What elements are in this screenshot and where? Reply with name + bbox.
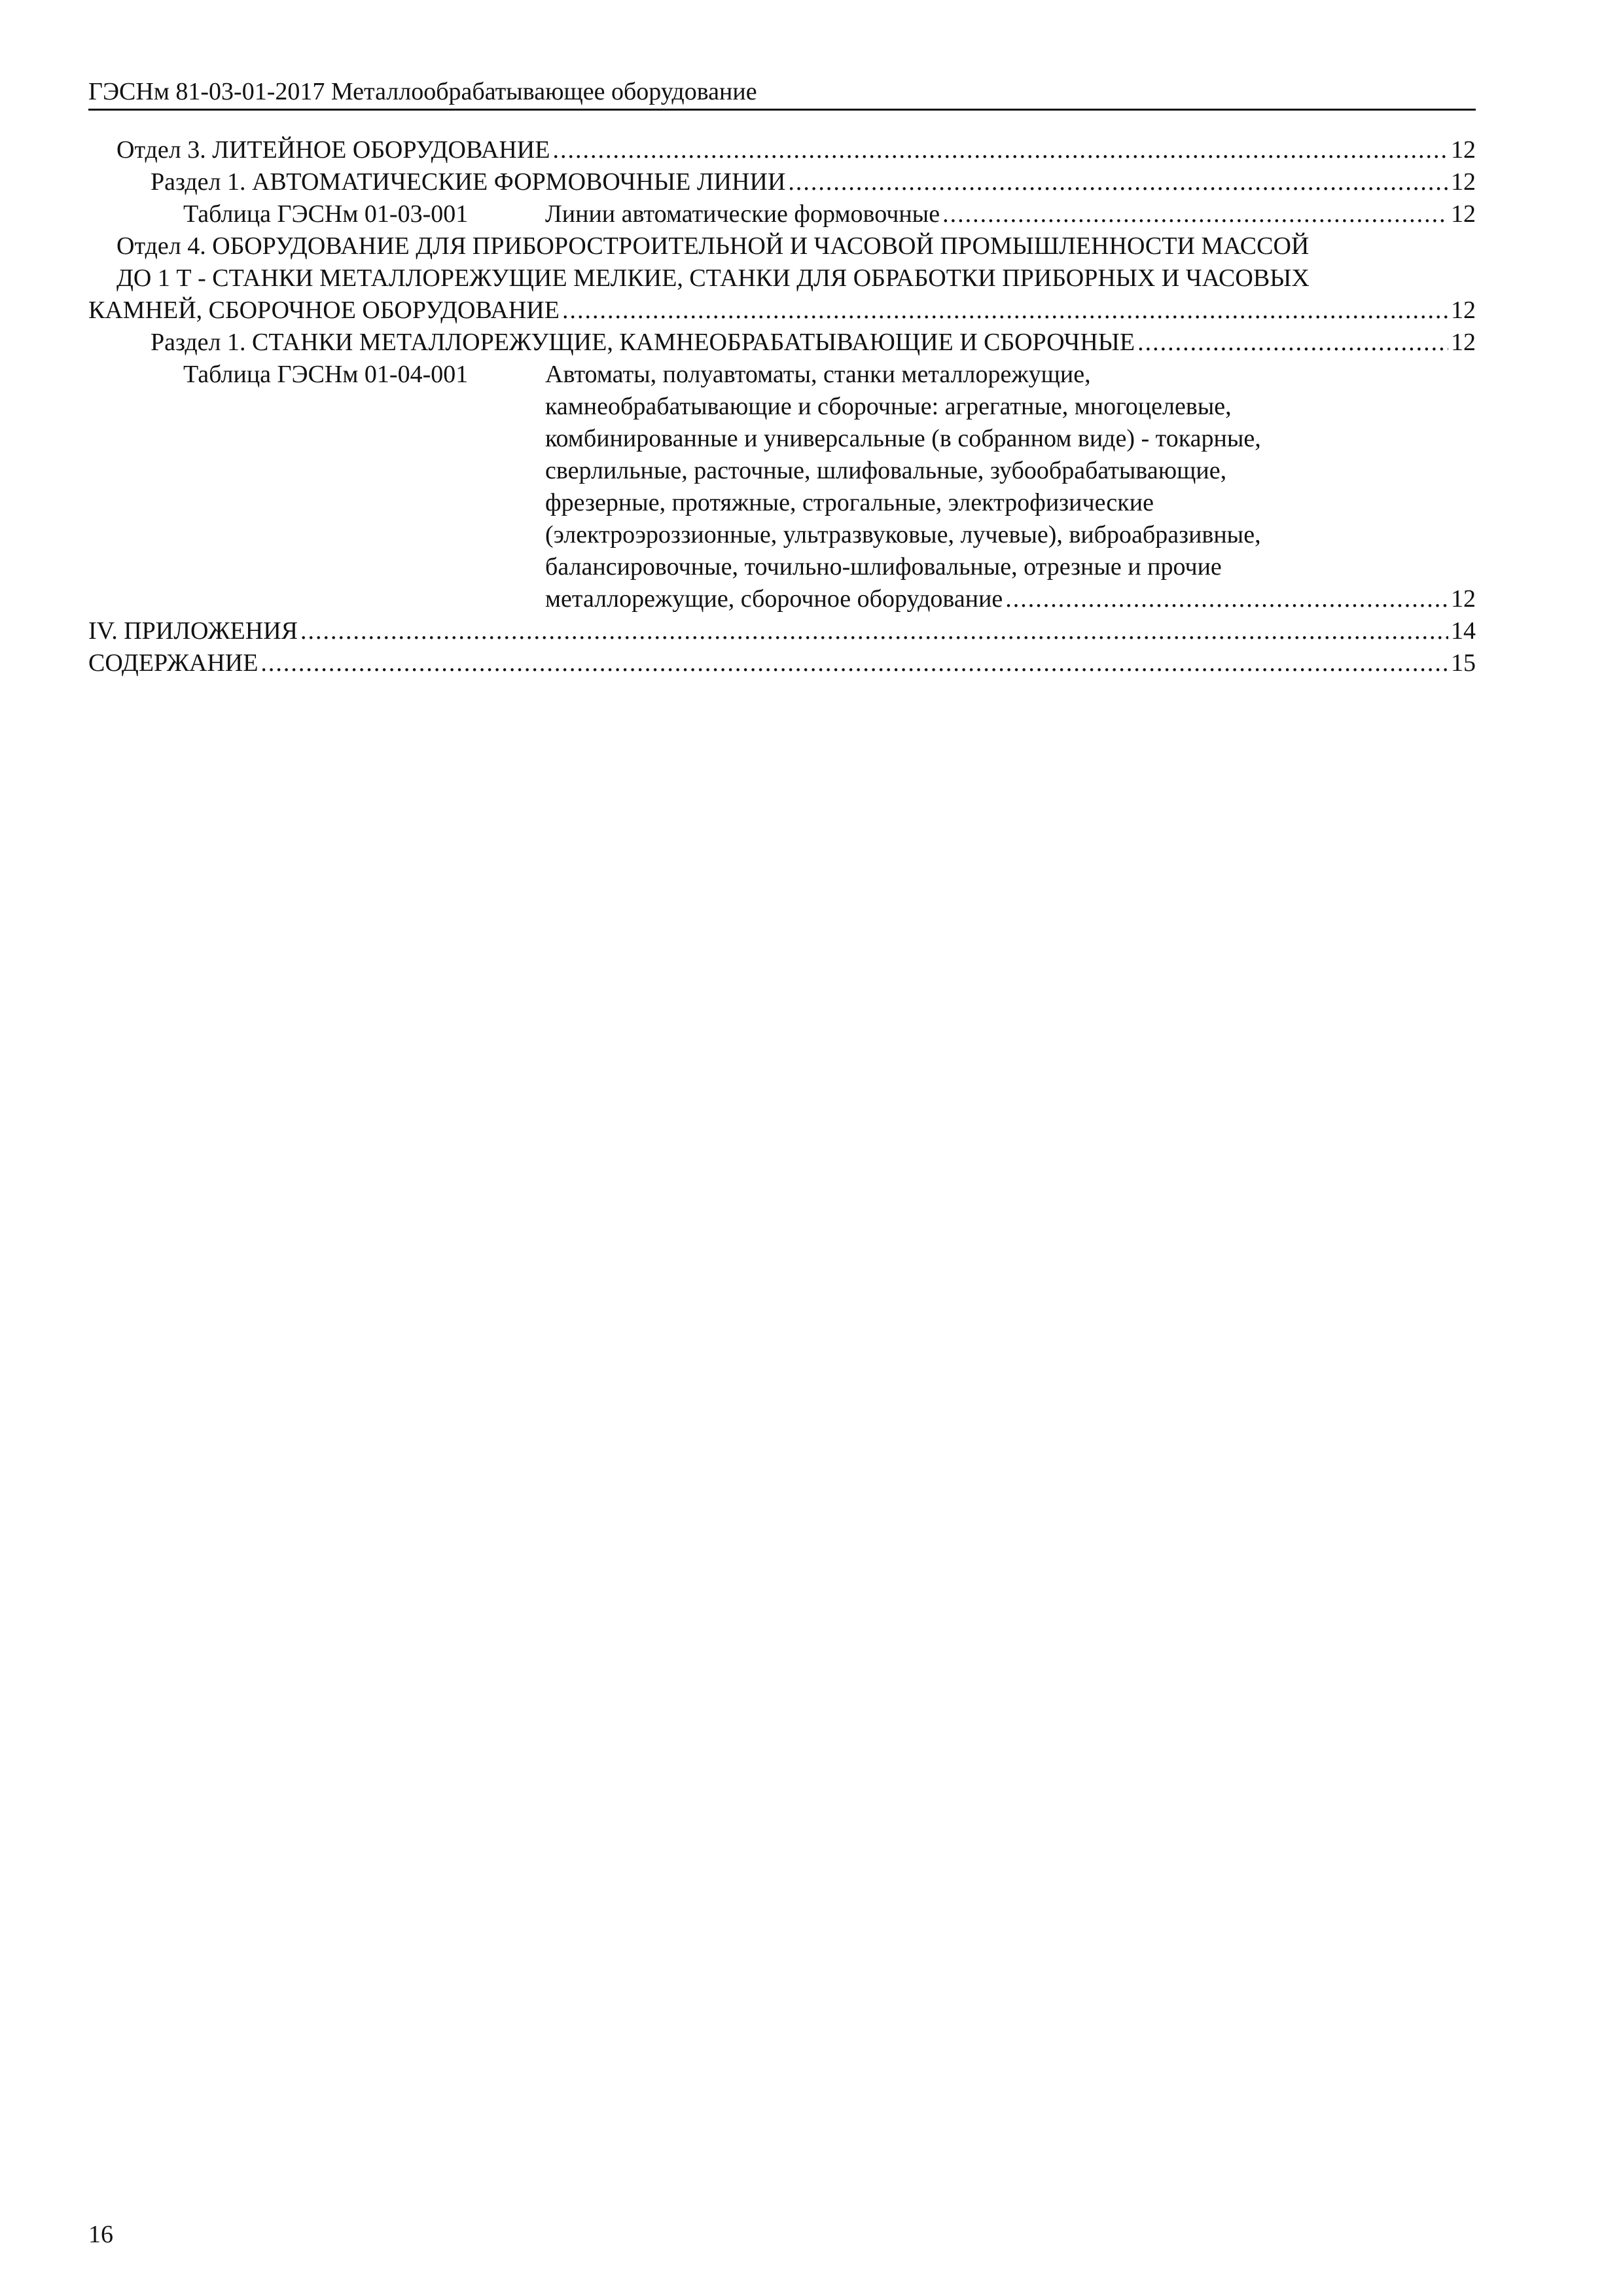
toc-entry-title-line: (электроэроззионные, ультразвуковые, лучевые), виброабразивные,	[545, 521, 1261, 548]
toc-entry-title: СОДЕРЖАНИЕ	[88, 649, 259, 677]
toc-entry-table-01-03-001[interactable]	[88, 198, 1476, 230]
toc-table-code: Таблица ГЭСНм 01-03-001	[183, 200, 469, 228]
dot-leader	[1005, 583, 1448, 615]
toc-page-number: 14	[1451, 617, 1476, 645]
toc-entry-title: Раздел 1. АВТОМАТИЧЕСКИЕ ФОРМОВОЧНЫЕ ЛИНИИ	[151, 168, 786, 196]
toc-entry-otdel4[interactable]	[88, 230, 1476, 295]
dot-leader	[260, 647, 1448, 679]
dot-leader	[788, 166, 1448, 198]
toc-entry-title-line: сверлильные, расточные, шлифовальные, зубообрабатывающие,	[545, 457, 1227, 484]
toc-entry-otdel4-last[interactable]	[88, 295, 1476, 327]
toc-entry-appendices[interactable]	[88, 615, 1476, 647]
toc-page-number: 12	[1451, 329, 1476, 356]
toc-entry-title: IV. ПРИЛОЖЕНИЯ	[88, 617, 298, 645]
toc-entry-otdel3-razdel1[interactable]	[88, 166, 1476, 198]
header-rule	[88, 109, 1476, 111]
toc-entry-title-line: комбинированные и универсальные (в собранном виде) - токарные,	[545, 425, 1261, 452]
toc-entry-title: Отдел 3. ЛИТЕЙНОЕ ОБОРУДОВАНИЕ	[116, 136, 550, 164]
toc-entry-title-line: металлорежущие, сборочное оборудование	[545, 585, 1003, 613]
toc-entry-title: Раздел 1. СТАНКИ МЕТАЛЛОРЕЖУЩИЕ, КАМНЕОБРАБАТЫВАЮЩИЕ И СБОРОЧНЫЕ	[151, 329, 1135, 356]
toc-page-number: 12	[1451, 168, 1476, 196]
dot-leader	[300, 615, 1448, 647]
toc-entry-title-line: балансировочные, точильно-шлифовальные, отрезные и прочие	[545, 553, 1222, 581]
toc-page-number: 12	[1451, 200, 1476, 228]
toc-entry-otdel4-razdel1[interactable]	[88, 327, 1476, 359]
running-header: ГЭСНм 81-03-01-2017 Металлообрабатывающее оборудование	[88, 78, 757, 105]
dot-leader	[1137, 327, 1448, 359]
toc-page-number: 15	[1451, 649, 1476, 677]
toc-entry-title-line: Автоматы, полуавтоматы, станки металлорежущие,	[545, 361, 1091, 388]
toc-entry-title: Линии автоматические формовочные	[545, 200, 940, 228]
dot-leader	[552, 134, 1448, 166]
toc-page-number: 12	[1451, 136, 1476, 164]
toc-entry-table-01-04-001[interactable]	[88, 359, 1476, 615]
toc-entry-title-line: камнеобрабатывающие и сборочные: агрегатные, многоцелевые,	[545, 393, 1232, 420]
table-of-contents	[88, 134, 1476, 679]
toc-table-code: Таблица ГЭСНм 01-04-001	[183, 361, 469, 388]
toc-entry-title-line: КАМНЕЙ, СБОРОЧНОЕ ОБОРУДОВАНИЕ	[88, 296, 560, 324]
dot-leader	[942, 198, 1448, 230]
toc-entry-title-line: фрезерные, протяжные, строгальные, электрофизические	[545, 489, 1154, 516]
toc-entry-title-line: ДО 1 Т - СТАНКИ МЕТАЛЛОРЕЖУЩИЕ МЕЛКИЕ, СТАНКИ ДЛЯ ОБРАБОТКИ ПРИБОРНЫХ И ЧАСОВЫХ	[116, 264, 1310, 292]
page-number: 16	[88, 2221, 113, 2248]
toc-entry-title-line: Отдел 4. ОБОРУДОВАНИЕ ДЛЯ ПРИБОРОСТРОИТЕЛЬНОЙ И ЧАСОВОЙ ПРОМЫШЛЕННОСТИ МАССОЙ	[116, 232, 1310, 260]
dot-leader	[562, 295, 1448, 327]
toc-page-number: 12	[1451, 296, 1476, 324]
toc-page-number: 12	[1451, 585, 1476, 613]
toc-entry-otdel3[interactable]	[88, 134, 1476, 166]
toc-entry-contents[interactable]	[88, 647, 1476, 679]
